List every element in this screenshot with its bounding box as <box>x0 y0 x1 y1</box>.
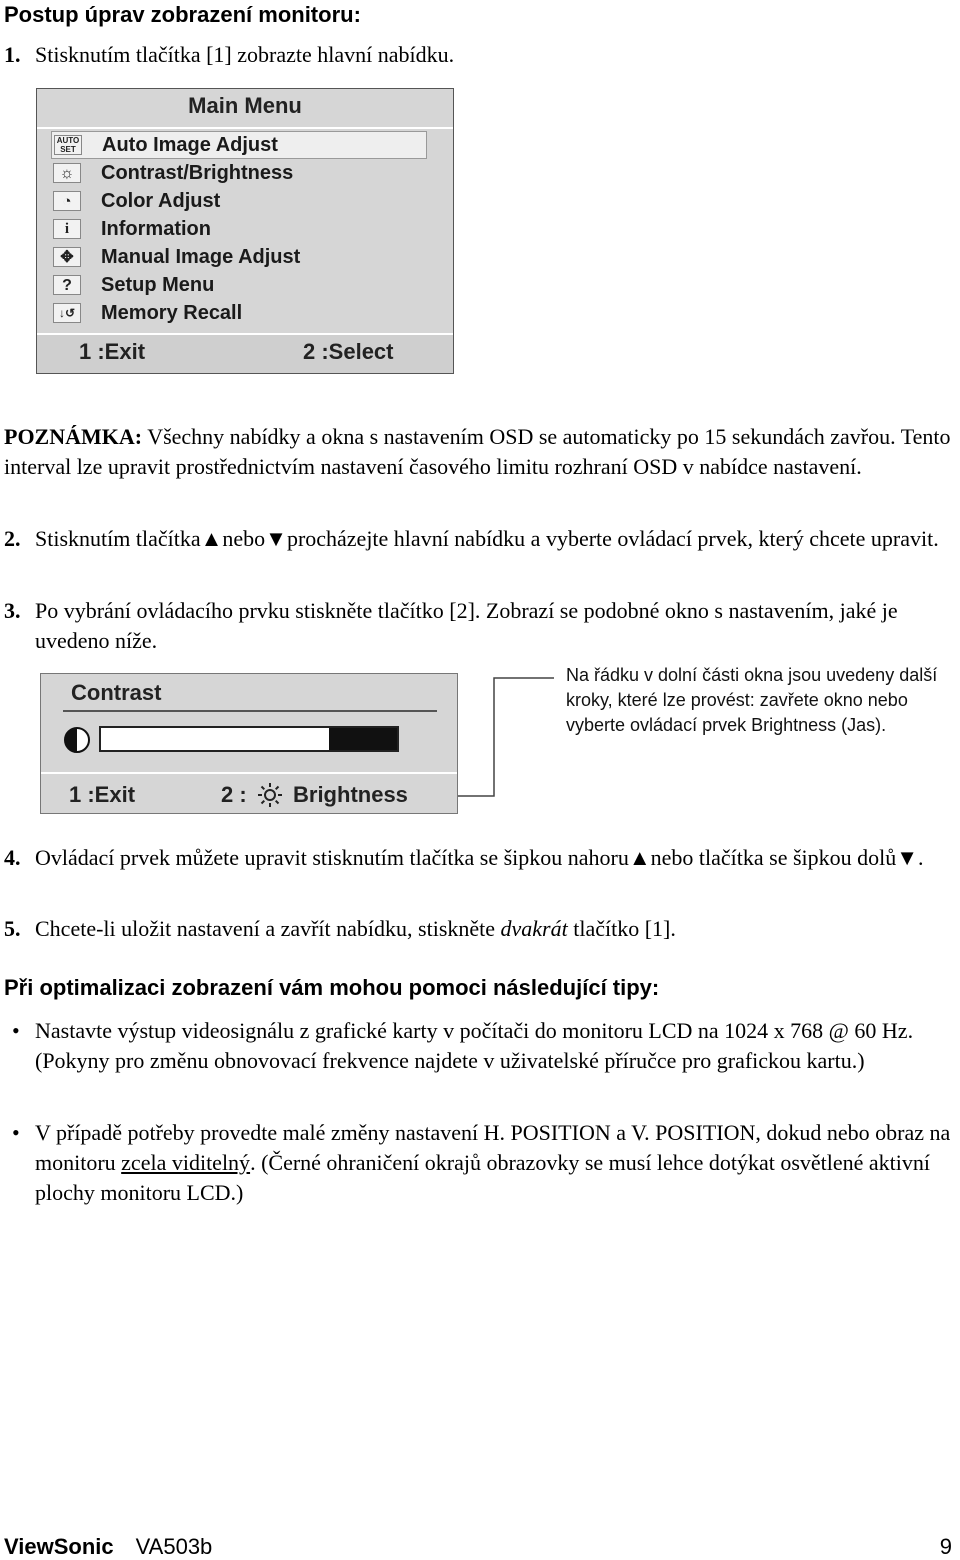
menu-item-label: Color Adjust <box>101 189 221 212</box>
bullet: • <box>12 1018 20 1043</box>
tips-heading: Při optimalizaci zobrazení vám mohou pomoci následující tipy: <box>4 975 660 1000</box>
menu-item-label: Memory Recall <box>101 301 243 324</box>
step-number: 3. <box>4 598 21 623</box>
down-arrow-icon: ▼ <box>896 845 919 870</box>
select-hint: 2 :Select <box>303 339 394 364</box>
note-paragraph <box>4 422 956 482</box>
step-text: procházejte hlavní nabídku a vyberte ovládací prvek, který chcete upravit. <box>286 526 939 551</box>
menu-item-auto-image-adjust[interactable] <box>51 131 427 159</box>
step-text: Stisknutím tlačítka <box>35 526 201 551</box>
step-number: 2. <box>4 526 21 551</box>
divider <box>63 710 437 712</box>
setup-menu-icon: ? <box>53 275 81 295</box>
menu-item-label: Contrast/Brightness <box>101 161 294 184</box>
page-footer-brand <box>4 1534 212 1560</box>
up-arrow-icon: ▲ <box>200 526 223 551</box>
tip-text: . (Černé ohraničení okrajů obrazovky se musí lehce dotýkat osvětlené aktivní plochy monitoru LCD.) <box>35 1150 931 1205</box>
page-number: 9 <box>939 1534 952 1559</box>
menu-item-label: Auto Image Adjust <box>102 133 278 156</box>
menu-item-label: Setup Menu <box>101 273 215 296</box>
contrast-icon <box>63 726 91 754</box>
main-menu-footer <box>37 333 453 373</box>
bullet: • <box>12 1120 20 1145</box>
manual-adjust-icon: ✥ <box>53 247 81 267</box>
step-2 <box>0 524 956 584</box>
contrast-brightness-icon: ☼ <box>53 163 81 183</box>
tip-text: V případě potřeby provedte malé změny nastavení H. POSITION a V. POSITION, dokud nebo obraz na monitoru <box>35 1120 951 1175</box>
menu-item-manual-image-adjust[interactable] <box>51 243 427 271</box>
note-text: Všechny nabídky a okna s nastavením OSD se automaticky po 15 sekundách zavřou. Tento interval lze upravit prostřednictvím nastavení časového limitu rozhraní OSD v nabídce nastavení. <box>4 424 951 479</box>
information-icon: i <box>53 219 81 239</box>
exit-hint: 1 :Exit <box>79 339 146 364</box>
note-label: POZNÁMKA: <box>4 424 143 449</box>
step-number: 1. <box>4 42 21 67</box>
menu-item-label: Information <box>101 217 211 240</box>
contrast-title: Contrast <box>71 680 162 705</box>
underlined-text: zcela viditelný <box>121 1150 251 1175</box>
step-text: tlačítko [1]. <box>567 916 676 941</box>
page-heading: Postup úprav zobrazení monitoru: <box>4 2 361 27</box>
exit-hint: 1 :Exit <box>69 782 136 807</box>
model-name: VA503b <box>135 1534 213 1559</box>
up-arrow-icon: ▲ <box>628 845 651 870</box>
main-menu-title: Main Menu <box>188 93 302 118</box>
emphasis-text: dvakrát <box>500 916 568 941</box>
tip-item <box>0 1118 956 1210</box>
color-adjust-icon: ◔ <box>53 191 81 211</box>
divider <box>37 127 453 129</box>
menu-item-information[interactable] <box>51 215 427 243</box>
callout-text: Na řádku v dolní části okna jsou uvedeny další kroky, které lze provést: zavřete okno nebo vyberte ovládací prvek Brightness (Jas). <box>566 665 938 735</box>
step-number: 5. <box>4 916 21 941</box>
step-text: Ovládací prvek můžete upravit stisknutím tlačítka se šipkou nahoru <box>35 845 629 870</box>
contrast-footer <box>41 772 457 815</box>
menu-item-setup-menu[interactable] <box>51 271 427 299</box>
step-text: nebo <box>222 526 266 551</box>
auto-set-icon: AUTO SET <box>54 135 82 155</box>
memory-recall-icon: ↓↺ <box>53 303 81 323</box>
menu-item-contrast-brightness[interactable] <box>51 159 427 187</box>
contrast-level-bar[interactable] <box>99 726 399 752</box>
step-text: Chcete-li uložit nastavení a zavřít nabídku, stiskněte <box>35 916 501 941</box>
step-text: nebo tlačítka se šipkou dolů <box>650 845 897 870</box>
tip-item <box>0 1016 956 1108</box>
brightness-label: Brightness <box>293 782 408 807</box>
step-text: . <box>918 845 924 870</box>
brightness-icon <box>257 782 283 808</box>
callout-connector <box>458 676 558 800</box>
step-3 <box>0 596 956 656</box>
menu-item-color-adjust[interactable] <box>51 187 427 215</box>
step-number: 4. <box>4 845 21 870</box>
brand-name: ViewSonic <box>4 1534 114 1559</box>
contrast-osd <box>40 673 458 814</box>
menu-item-memory-recall[interactable] <box>51 299 427 327</box>
contrast-level-fill <box>329 728 397 750</box>
tip-text: Nastavte výstup videosignálu z grafické karty v počítači do monitoru LCD na 1024 x 768 @ 60 Hz. (Pokyny pro změnu obnovovací frekvence najdete v uživatelské příručce pro grafickou kartu.) <box>35 1018 914 1073</box>
step-text: Po vybrání ovládacího prvku stiskněte tlačítko [2]. Zobrazí se podobné okno s nastavením, jaké je uvedeno níže. <box>35 598 898 653</box>
menu-item-label: Manual Image Adjust <box>101 245 301 268</box>
step-text: Stisknutím tlačítka [1] zobrazte hlavní nabídku. <box>35 42 455 67</box>
next-prefix: 2 : <box>221 782 247 807</box>
down-arrow-icon: ▼ <box>265 526 287 551</box>
main-menu-osd <box>36 88 454 374</box>
step-4 <box>0 843 956 903</box>
